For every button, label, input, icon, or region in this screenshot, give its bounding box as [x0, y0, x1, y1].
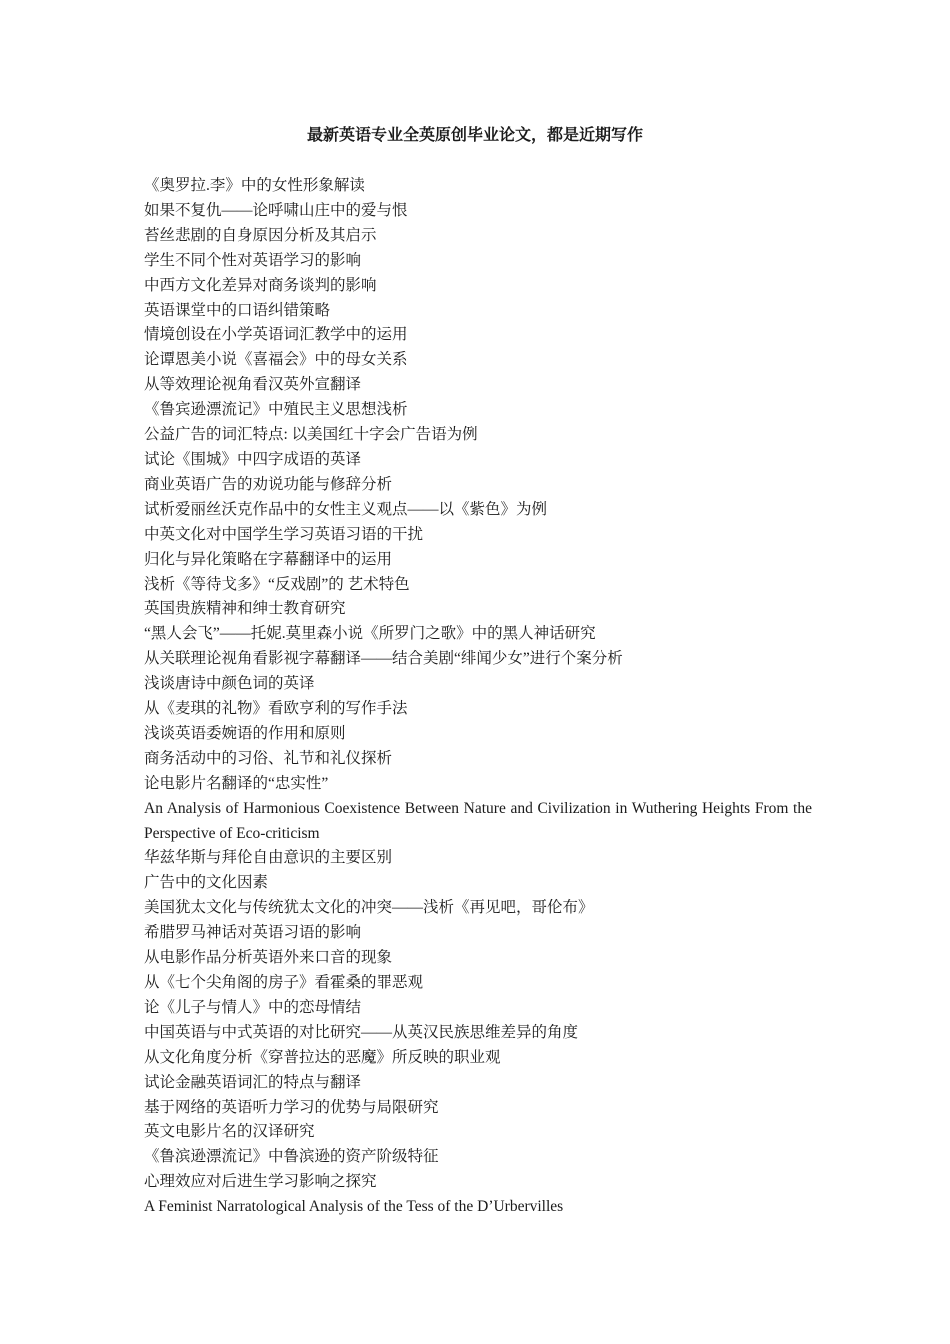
list-item: An Analysis of Harmonious Coexistence Between Nature and Civilization in Wuthering Heights From the Perspective of Eco-criticism [144, 799, 812, 842]
list-item: 浅谈英语委婉语的作用和原则 [144, 724, 346, 742]
list-item: 商业英语广告的劝说功能与修辞分析 [144, 475, 393, 493]
list-item: 苔丝悲剧的自身原因分析及其启示 [144, 226, 377, 244]
list-item: 《鲁滨逊漂流记》中鲁滨逊的资产阶级特征 [144, 1148, 439, 1166]
list-item: 《鲁宾逊漂流记》中殖民主义思想浅析 [144, 401, 408, 419]
list-item: 浅析《等待戈多》“反戏剧”的 艺术特色 [144, 575, 410, 593]
list-item: 英国贵族精神和绅士教育研究 [144, 600, 346, 618]
list-item: 美国犹太文化与传统犹太文化的冲突——浅析《再见吧，哥伦布》 [144, 899, 594, 917]
list-item: 浅谈唐诗中颜色词的英译 [144, 675, 315, 693]
list-item: 情境创设在小学英语词汇教学中的运用 [144, 326, 408, 344]
list-item: A Feminist Narratological Analysis of the Tess of the D’Urbervilles [144, 1198, 564, 1216]
list-item: 心理效应对后进生学习影响之探究 [144, 1173, 377, 1191]
list-item: 从文化角度分析《穿普拉达的恶魔》所反映的职业观 [144, 1048, 501, 1066]
document-title: 最新英语专业全英原创毕业论文，都是近期写作 [306, 127, 643, 144]
list-item: 中国英语与中式英语的对比研究——从英汉民族思维差异的角度 [144, 1023, 579, 1041]
list-item: 从等效理论视角看汉英外宣翻译 [144, 376, 362, 394]
list-item: 论电影片名翻译的“忠实性” [144, 774, 329, 792]
thesis-title-list [144, 174, 812, 1220]
list-item: 从关联理论视角看影视字幕翻译——结合美剧“绯闻少女”进行个案分析 [144, 650, 623, 668]
list-item: 从《七个尖角阁的房子》看霍桑的罪恶观 [144, 974, 424, 991]
list-item: 论《儿子与情人》中的恋母情结 [144, 998, 362, 1016]
list-item: 从《麦琪的礼物》看欧亨利的写作手法 [144, 700, 408, 718]
list-item: 试析爱丽丝沃克作品中的女性主义观点——以《紫色》为例 [144, 500, 548, 518]
list-item: 中英文化对中国学生学习英语习语的干扰 [144, 525, 424, 543]
list-item: 华兹华斯与拜伦自由意识的主要区别 [144, 849, 393, 867]
list-item: 学生不同个性对英语学习的影响 [144, 251, 362, 269]
list-item: 基于网络的英语听力学习的优势与局限研究 [144, 1098, 439, 1116]
list-item: 如果不复仇——论呼啸山庄中的爱与恨 [144, 201, 408, 219]
list-item: 英语课堂中的口语纠错策略 [144, 301, 331, 319]
list-item: 中西方文化差异对商务谈判的影响 [144, 276, 377, 294]
list-item: “黑人会飞”——托妮.莫里森小说《所罗门之歌》中的黑人神话研究 [144, 625, 596, 643]
list-item: 归化与异化策略在字幕翻译中的运用 [144, 550, 393, 568]
list-item: 论谭恩美小说《喜福会》中的母女关系 [144, 351, 408, 369]
list-item: 试论《围城》中四字成语的英译 [144, 450, 362, 468]
list-item: 公益广告的词汇特点: 以美国红十字会广告语为例 [144, 426, 478, 444]
list-item: 试论金融英语词汇的特点与翻译 [144, 1073, 362, 1091]
list-item: 英文电影片名的汉译研究 [144, 1123, 315, 1141]
list-item: 从电影作品分析英语外来口音的现象 [144, 949, 393, 967]
list-item: 希腊罗马神话对英语习语的影响 [144, 924, 362, 942]
list-item: 商务活动中的习俗、礼节和礼仪探析 [144, 749, 393, 767]
list-item: 广告中的文化因素 [144, 874, 269, 892]
list-item: 《奥罗拉.李》中的女性形象解读 [144, 177, 365, 194]
